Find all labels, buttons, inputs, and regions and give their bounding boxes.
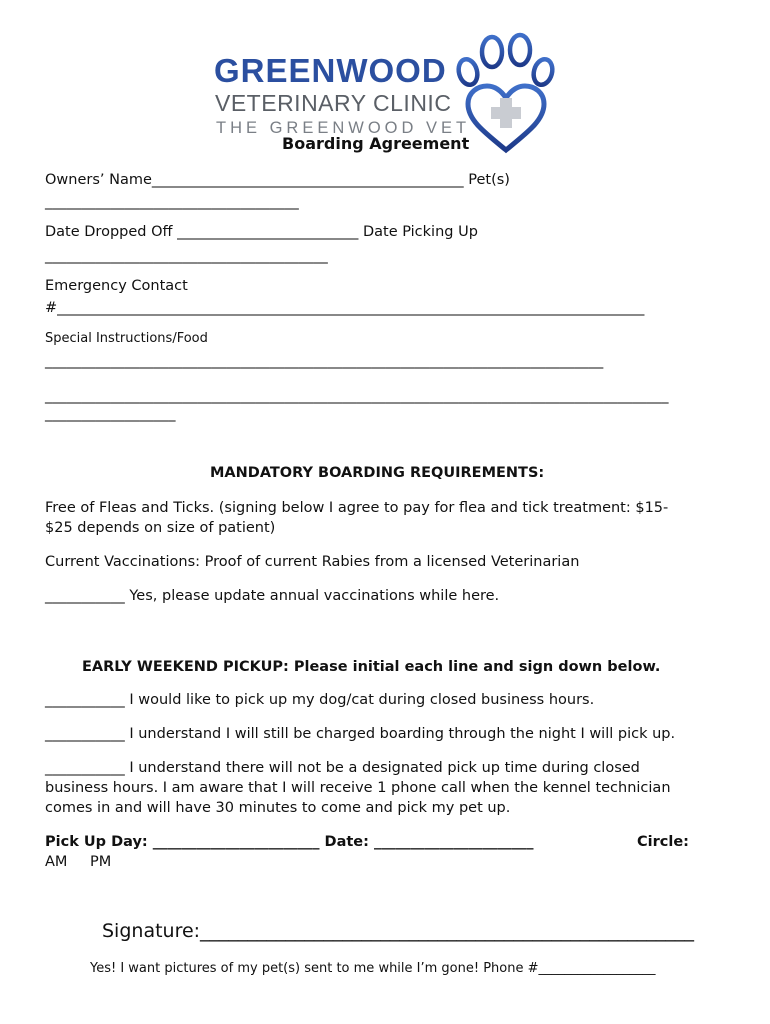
pm-option[interactable]: PM xyxy=(90,854,112,870)
special-instructions-line-3[interactable]: __________________ xyxy=(45,406,176,422)
form-title: Boarding Agreement xyxy=(282,134,470,153)
circle-label: Circle: xyxy=(637,834,689,850)
fleas-ticks-line-2: $25 depends on size of patient) xyxy=(45,520,276,536)
early-pickup-heading: EARLY WEEKEND PICKUP: Please initial each line and sign down below. xyxy=(82,659,661,675)
am-option[interactable]: AM xyxy=(45,854,68,870)
emergency-contact-field[interactable]: #_________________________________________________________________________________ xyxy=(45,300,645,316)
pickup-line-3-continued-2: comes in and will have 30 minutes to come and pick my pet up. xyxy=(45,800,511,816)
date-dropped-off-field[interactable]: Date Dropped Off _________________________ Date Picking Up xyxy=(45,224,478,240)
signature-field[interactable]: Signature:____________________________________________________ xyxy=(102,920,695,942)
owners-name-field[interactable]: Owners’ Name___________________________________________ Pet(s) xyxy=(45,172,510,188)
pickup-initial-line-3[interactable]: ___________ I understand there will not be a designated pick up time during closed xyxy=(45,760,640,776)
pickup-initial-line-1[interactable]: ___________ I would like to pick up my dog/cat during closed business hours. xyxy=(45,692,595,708)
pickup-line-3-continued-1: business hours. I am aware that I will receive 1 phone call when the kennel technician xyxy=(45,780,671,796)
date-picking-up-line[interactable]: _______________________________________ xyxy=(45,248,328,264)
pickup-day-date-field[interactable]: Pick Up Day: _______________________ Date: ______________________ xyxy=(45,834,534,850)
pets-field-line[interactable]: ___________________________________ xyxy=(45,194,299,210)
emergency-contact-label: Emergency Contact xyxy=(45,278,188,294)
mandatory-requirements-heading: MANDATORY BOARDING REQUIREMENTS: xyxy=(210,465,545,481)
special-instructions-line-2[interactable]: ______________________________________________________________________________________ xyxy=(45,388,669,404)
update-vaccinations-initial[interactable]: ___________ Yes, please update annual vaccinations while here. xyxy=(45,588,500,604)
pictures-phone-field[interactable]: Yes! I want pictures of my pet(s) sent to me while I’m gone! Phone #__________________ xyxy=(90,961,656,976)
fleas-ticks-line-1: Free of Fleas and Ticks. (signing below I agree to pay for flea and tick treatment: $15- xyxy=(45,500,669,516)
logo-line-greenwood: GREENWOOD xyxy=(214,52,447,89)
special-instructions-label: Special Instructions/Food xyxy=(45,331,208,346)
logo-line-the-greenwood-vet: THE GREENWOOD VET xyxy=(216,119,471,137)
pickup-initial-line-2[interactable]: ___________ I understand I will still be charged boarding through the night I will pick up. xyxy=(45,726,676,742)
special-instructions-line-1[interactable]: _____________________________________________________________________________ xyxy=(45,353,604,369)
vaccinations-text: Current Vaccinations: Proof of current Rabies from a licensed Veterinarian xyxy=(45,554,580,570)
paw-heart-icon xyxy=(454,32,558,154)
logo-line-veterinary-clinic: VETERINARY CLINIC xyxy=(215,90,452,116)
